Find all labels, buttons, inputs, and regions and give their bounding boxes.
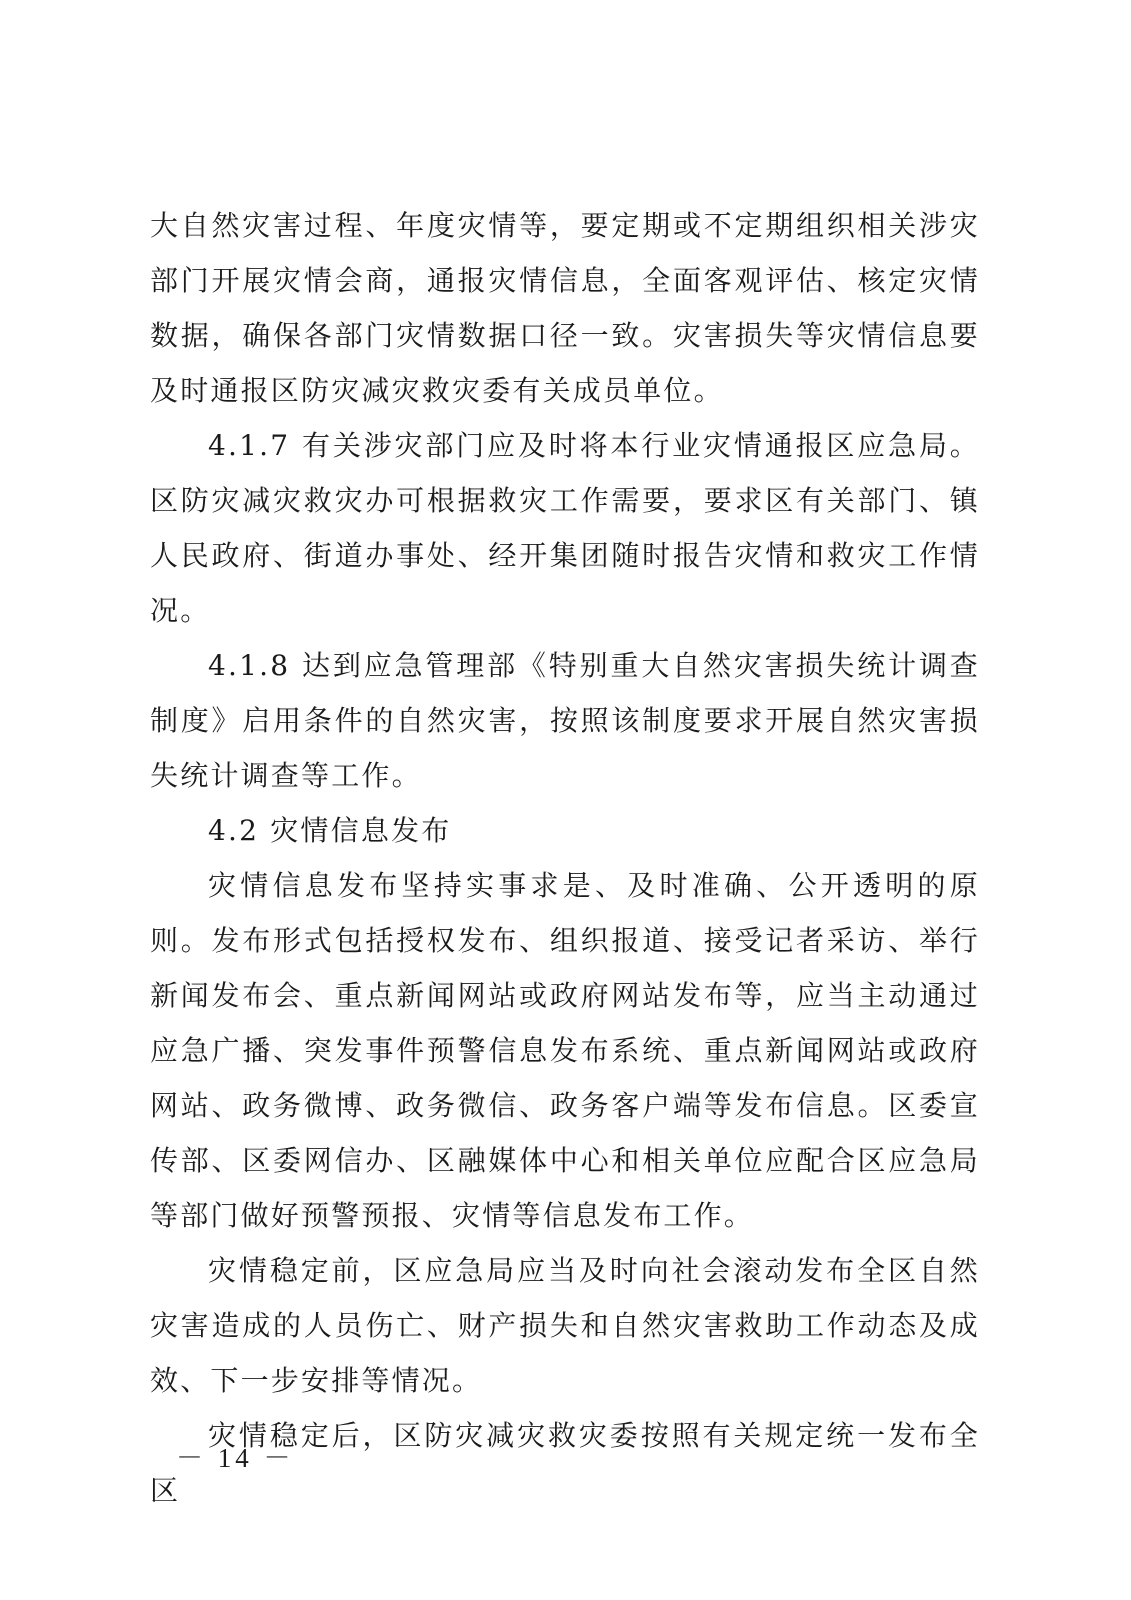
- paragraph-4-1-7: 4.1.7 有关涉灾部门应及时将本行业灾情通报区应急局。区防灾减灾救灾办可根据救灾工作需要，要求区有关部门、镇人民政府、街道办事处、经开集团随时报告灾情和救灾工作情况。: [150, 429, 980, 627]
- document-body: [150, 198, 980, 1518]
- paragraph-4-1-8: 4.1.8 达到应急管理部《特别重大自然灾害损失统计调查制度》启用条件的自然灾害，按照该制度要求开展自然灾害损失统计调查等工作。: [150, 649, 980, 792]
- paragraph-before-stable: 灾情稳定前，区应急局应当及时向社会滚动发布全区自然灾害造成的人员伤亡、财产损失和自然灾害救助工作动态及成效、下一步安排等情况。: [150, 1254, 980, 1397]
- section-heading-4-2: 4.2 灾情信息发布: [208, 814, 452, 847]
- paragraph-release-principles: 灾情信息发布坚持实事求是、及时准确、公开透明的原则。发布形式包括授权发布、组织报道、接受记者采访、举行新闻发布会、重点新闻网站或政府网站发布等，应当主动通过应急广播、突发事件预警信息发布系统、重点新闻网站或政府网站、政务微博、政务微信、政务客户端等发布信息。区委宣传部、区委网信办、区融媒体中心和相关单位应配合区应急局等部门做好预警预报、灾情等信息发布工作。: [150, 869, 980, 1232]
- page-number: － 14 －: [176, 1443, 295, 1473]
- paragraph-after-stable: 灾情稳定后，区防灾减灾救灾委按照有关规定统一发布全区: [150, 1419, 980, 1507]
- paragraph-continuation: 大自然灾害过程、年度灾情等，要定期或不定期组织相关涉灾部门开展灾情会商，通报灾情信息，全面客观评估、核定灾情数据，确保各部门灾情数据口径一致。灾害损失等灾情信息要及时通报区防灾减灾救灾委有关成员单位。: [150, 209, 980, 407]
